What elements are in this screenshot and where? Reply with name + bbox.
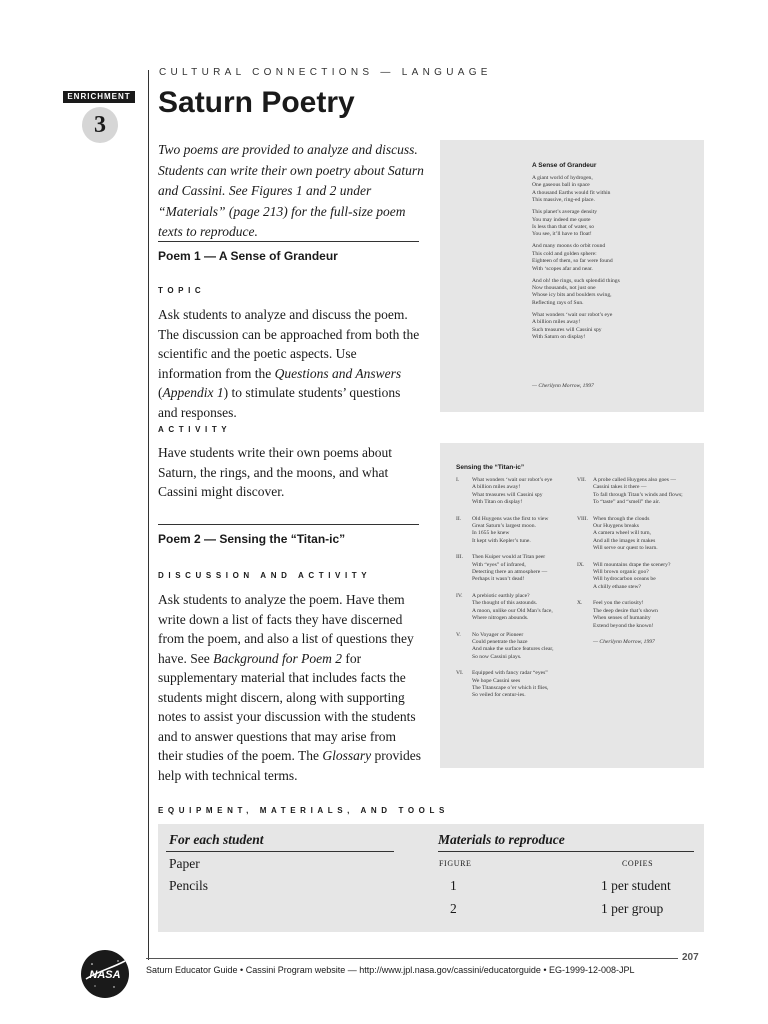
student-column-head: For each student — [169, 832, 264, 847]
poem-line: Our Huygens breaks — [593, 523, 639, 530]
poem-stanza — [577, 562, 701, 592]
poem-stanza — [456, 593, 574, 623]
poem-line: It kept with Kepler’s tune. — [472, 537, 531, 544]
grandeur-poem-box — [440, 140, 704, 412]
table-row-figure: 1 — [450, 878, 457, 893]
poem-line: And make the surface features clear, — [472, 646, 554, 653]
nasa-logo — [80, 949, 130, 999]
glossary-ref: Glossary — [322, 748, 372, 763]
poem-line: Feel you the curiosity! — [593, 600, 644, 607]
enrichment-badge: ENRICHMENT — [63, 91, 135, 103]
poem-line: Will brown organic goo? — [593, 569, 649, 576]
poem-line: The thought of this astounds. — [472, 600, 538, 607]
poem-line: Will hydrocarbon oceans be — [593, 576, 656, 583]
poem-line: Will mountains drape the scenery? — [593, 561, 671, 568]
poem-line: To fall through Titan’s winds and flows; — [593, 491, 683, 498]
stanza-number: V. — [456, 631, 461, 638]
poem-line: And all the images it makes — [593, 537, 656, 544]
poem-line: A moon, unlike our Old Man’s face, — [472, 607, 553, 614]
poem-line: What wonders ‘wait our robot’s eye — [472, 477, 553, 483]
poem-stanza — [456, 632, 574, 662]
poem-line: Perhaps it wasn’t dead! — [472, 576, 525, 583]
poem-line: Where nitrogen abounds. — [472, 615, 529, 622]
poem-line: With Saturn on display! — [532, 334, 586, 341]
poem-stanza — [532, 278, 620, 308]
poem-stanza — [456, 670, 574, 700]
equipment-label: EQUIPMENT, MATERIALS, AND TOOLS — [158, 806, 449, 815]
figure-col-head: FIGURE — [439, 859, 472, 868]
enrichment-number: 3 — [82, 107, 118, 143]
poem-line: This planet’s average density — [532, 209, 598, 216]
page-number: 207 — [682, 952, 699, 963]
poem-line: To “taste” and “smell” the air. — [593, 499, 661, 506]
grandeur-poem-author: — Cherilynn Morrow, 1997 — [532, 383, 594, 389]
stanza-number: III. — [456, 554, 463, 561]
questions-answers-ref: Questions and Answers — [274, 365, 402, 381]
table-row-copies: 1 per student — [601, 878, 671, 893]
background-ref: Background for Poem 2 — [213, 650, 342, 666]
poem-line: Whose icy bits and boulders swing, — [532, 292, 612, 299]
poem-line: With Titan on display! — [472, 499, 523, 506]
poem-line: A camera wheel will turn, — [593, 530, 651, 537]
poem-stanza — [577, 516, 701, 553]
table-rule — [166, 851, 394, 852]
footer-citation: Saturn Educator Guide • Cassini Program website — http://www.jpl.nasa.gov/cassini/educatorguide • EG-1999-12-008-JPL — [146, 965, 635, 975]
poem-line: The Titanscape o’er which it flies, — [472, 684, 549, 691]
discussion-paragraph: Ask students to analyze the poem. Have them write down a list of facts they have discerned from the poem, and also a list of questions they have. See Background for Poem 2 for supplementary material that includes facts the students might discern, along with supporting notes to assist your discussion with the students and to answer questions that may arise from their studies of the poem. The Glossary provides help with technical terms. — [158, 592, 421, 783]
appendix-ref: Appendix 1 — [162, 385, 224, 400]
poem-stanza — [532, 312, 620, 342]
poem-line: Could penetrate the haze — [472, 638, 528, 645]
table-row-figure: 2 — [450, 901, 457, 916]
section-rule — [158, 241, 419, 242]
poem-line: So now Cassini plays. — [472, 653, 522, 660]
poem-stanza — [577, 600, 701, 630]
topic-paragraph: Ask students to analyze and discuss the poem. The discussion can be approached from both the scientific and the poetic aspects. Use information from the Questions and Answers (Appendix 1) to stimulate students’ questions and responses. — [158, 307, 420, 420]
topic-label: TOPIC — [158, 286, 206, 295]
nasa-logo-text: NASA — [89, 969, 121, 981]
poem-line: Extend beyond the known! — [593, 622, 654, 629]
table-row-copies: 1 per group — [601, 901, 664, 916]
poem-line: What wonders ‘wait our robot’s eye — [532, 311, 613, 318]
poem-line: The deep desire that’s shown — [593, 607, 658, 614]
activity-paragraph: Have students write their own poems about Saturn, the rings, and the moons, and what Cassini might discover. — [158, 445, 392, 499]
table-rule — [438, 851, 694, 852]
stanza-number: VIII. — [577, 515, 589, 522]
grandeur-poem-text — [532, 175, 620, 346]
stanza-number: VI. — [456, 670, 464, 677]
vertical-divider — [148, 70, 149, 960]
poem-stanza — [577, 477, 701, 507]
poem-line: One gaseous ball in space — [532, 182, 590, 189]
poem-line: Old Huygens was the first to view — [472, 515, 549, 522]
poem-line: A billion miles away! — [532, 319, 581, 326]
titanic-poem-right-column — [577, 477, 701, 645]
poem-stanza — [532, 175, 620, 205]
poem-stanza — [456, 477, 574, 507]
poem-line: You may indeed me quote — [532, 216, 591, 223]
poem-line: Now thousands, not just one — [532, 285, 596, 292]
poem-line: Eighteen of them, so far were found — [532, 258, 613, 265]
activity-label: ACTIVITY — [158, 425, 232, 434]
poem-line: With “eyes” of infrared, — [472, 561, 526, 568]
poem-line: A prebiotic earthly place? — [472, 592, 530, 599]
page-title: Saturn Poetry — [158, 86, 355, 119]
poem-line: Such treasures will Cassini spy — [532, 326, 602, 333]
poem-stanza — [532, 243, 620, 273]
poem-line: And many moons do orbit round — [532, 243, 606, 250]
titanic-poem-left-column — [456, 477, 574, 700]
poem-line: This massive, ring-ed place. — [532, 197, 595, 204]
poem-line: Great Saturn’s largest moon. — [472, 523, 536, 530]
materials-column-head: Materials to reproduce — [438, 832, 565, 847]
poem-line: When through the clouds — [593, 515, 650, 522]
poem-line: In 1655 he knew — [472, 530, 510, 537]
intro-paragraph: Two poems are provided to analyze and discuss. Students can write their own poetry about Saturn and Cassini. See Figures 1 and 2 under “Materials” (page 213) for the full-size poem texts to reproduce. — [158, 142, 424, 239]
poem-line: And oh! the rings, such splendid things — [532, 277, 620, 284]
poem-stanza — [456, 516, 574, 546]
stanza-number: IV. — [456, 592, 463, 599]
poem-line: Reflecting rays of Sun. — [532, 299, 584, 306]
poem-line: A giant world of hydrogen, — [532, 175, 593, 181]
stanza-number: X. — [577, 600, 583, 607]
discussion-label: DISCUSSION AND ACTIVITY — [158, 571, 372, 580]
category-header: CULTURAL CONNECTIONS — LANGUAGE — [159, 67, 492, 78]
poem-line: So veiled for centur-ies. — [472, 692, 526, 699]
poem-line: No Voyager or Pioneer — [472, 631, 524, 638]
stanza-number: VII. — [577, 477, 587, 483]
poem-line: A probe called Huygens also goes — — [593, 477, 676, 483]
stanza-number: IX. — [577, 561, 585, 568]
poem-line: Detecting there an atmosphere — — [472, 569, 548, 576]
grandeur-poem-title: A Sense of Grandeur — [532, 162, 597, 169]
poem-line: A billion miles away! — [472, 484, 521, 491]
student-item: Pencils — [169, 878, 208, 893]
stanza-number: II. — [456, 515, 462, 522]
poem-stanza — [456, 554, 574, 584]
poem-line: A thousand Earths would fit within — [532, 189, 611, 196]
poem-line: Will serve our quest to learn. — [593, 545, 658, 552]
titanic-poem-author: — Cherilynn Morrow, 1997 — [593, 638, 655, 645]
poem-line: Cassini takes it there — — [593, 484, 647, 491]
titanic-poem-title: Sensing the “Titan-ic” — [456, 464, 525, 471]
student-item: Paper — [169, 856, 200, 871]
poem-line: Equipped with fancy radar “eyes” — [472, 670, 548, 677]
copies-col-head: COPIES — [622, 859, 654, 868]
poem-line: What treasures will Cassini spy — [472, 491, 543, 498]
equipment-table — [158, 824, 704, 932]
poem-line: With ‘scopes afar and near. — [532, 265, 593, 272]
stanza-number: I. — [456, 477, 460, 483]
poem-line: When senses of humanity — [593, 615, 651, 622]
poem-line: Then Kuiper would at Titan peer — [472, 554, 546, 561]
poem-line: This cold and golden sphere: — [532, 250, 597, 257]
poem-line: We hope Cassini sees — [472, 677, 521, 684]
titanic-poem-box — [440, 443, 704, 768]
footer-rule — [146, 958, 678, 959]
poem-stanza — [532, 209, 620, 239]
poem1-heading: Poem 1 — A Sense of Grandeur — [158, 249, 338, 263]
poem-line: You see, it’ll have to float! — [532, 231, 592, 238]
section-rule — [158, 524, 419, 525]
poem-line: A chilly ethane stew? — [593, 583, 641, 590]
poem2-heading: Poem 2 — Sensing the “Titan-ic” — [158, 532, 346, 546]
poem-line: Is less than that of water, so — [532, 224, 595, 231]
